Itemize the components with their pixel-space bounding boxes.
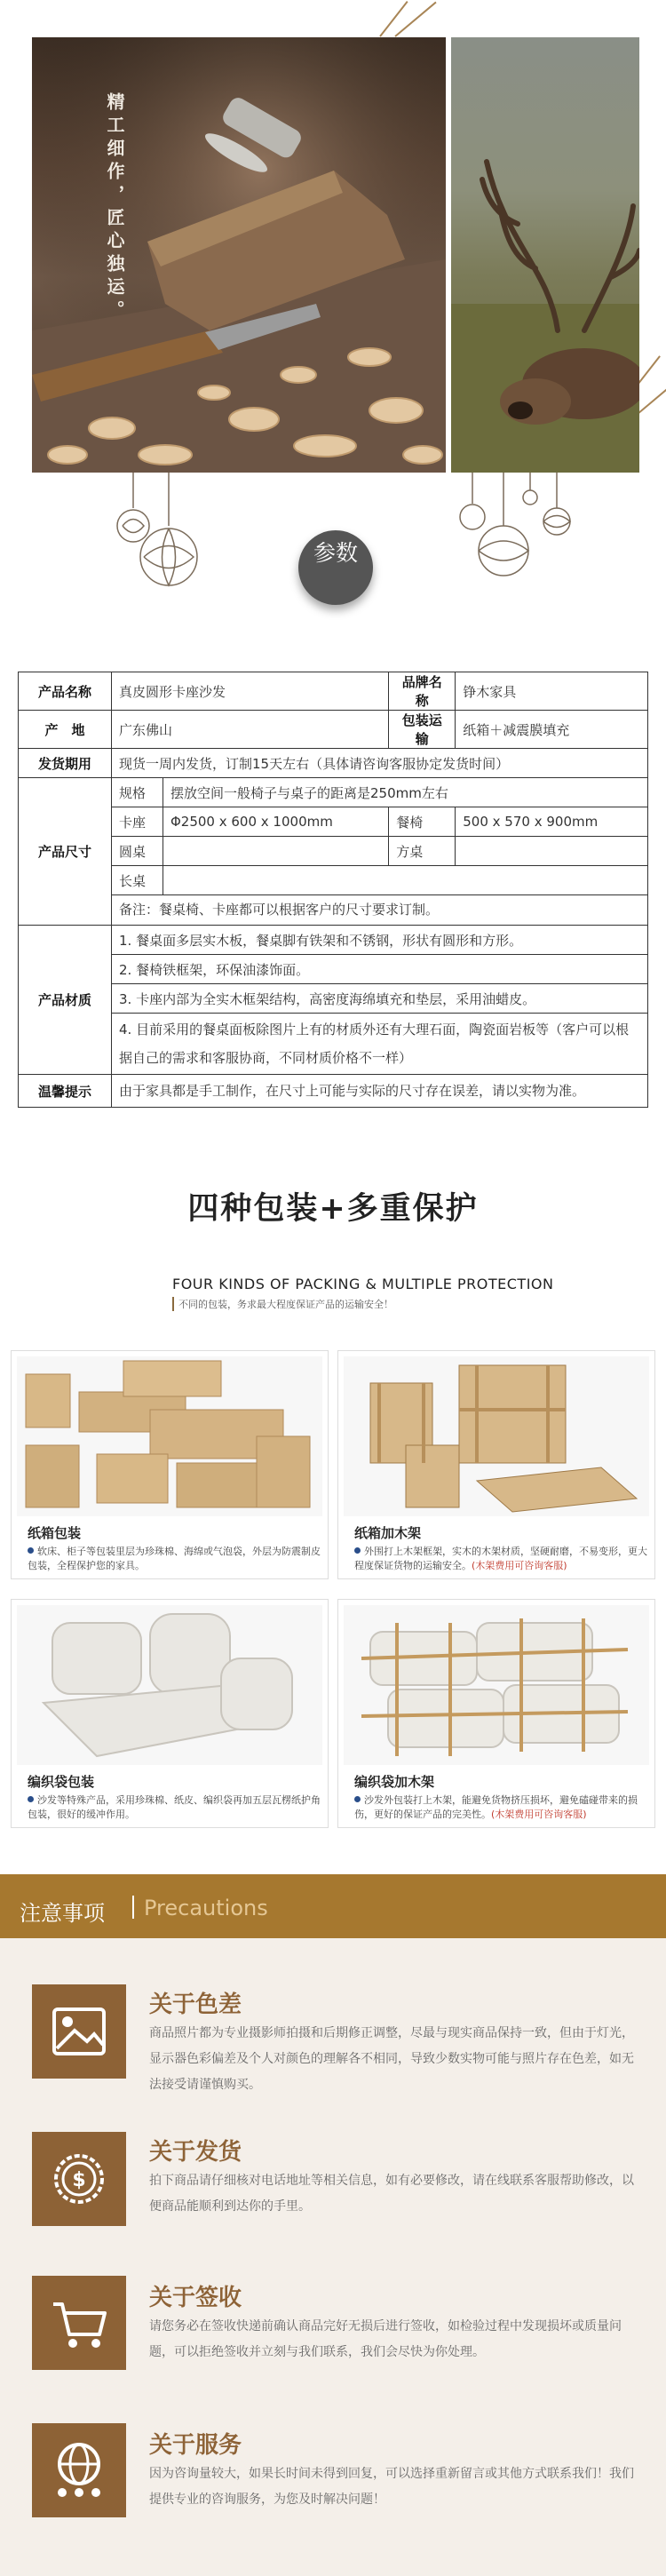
ornament-left bbox=[115, 473, 222, 615]
woodworking-photo bbox=[32, 37, 446, 473]
table-row bbox=[19, 866, 648, 895]
ornament-right bbox=[455, 473, 588, 606]
svg-text:$: $ bbox=[72, 2169, 86, 2191]
label-long-table: 长桌 bbox=[112, 866, 163, 895]
precaution-title: 关于服务 bbox=[149, 2432, 242, 2459]
pack-name: 纸箱加木架 bbox=[354, 1525, 422, 1541]
precaution-title: 关于发货 bbox=[149, 2139, 242, 2166]
params-badge: 参数 bbox=[298, 530, 373, 605]
carton-photo bbox=[17, 1356, 322, 1516]
service-icon bbox=[32, 2423, 126, 2517]
precaution-text: 因为咨询量较大，如果长时间未得到回复，可以选择重新留言或其他方式联系我们！我们提供专业的咨询服务，为您及时解决问题！ bbox=[149, 2467, 634, 2507]
value-tips: 由于家具都是手工制作，在尺寸上可能与实际的尺寸存在误差，请以实物为准。 bbox=[112, 1075, 648, 1108]
table-row bbox=[19, 1014, 648, 1075]
material-item: 2. 餐椅铁框架，环保油漆饰面。 bbox=[112, 955, 648, 984]
packing-subtitle-cn: 不同的包装，务求最大程度保证产品的运输安全！ bbox=[172, 1297, 393, 1311]
pack-note: (木架费用可咨询客服) bbox=[472, 1560, 567, 1571]
precaution-text: 请您务必在签收快递前确认商品完好无损后进行签收，如检验过程中发现损坏或质量问题，可以拒绝签收并立刻与我们联系，我们会尽快为你处理。 bbox=[149, 2319, 622, 2359]
bullet-dot bbox=[28, 1547, 34, 1554]
value-square-table bbox=[456, 837, 648, 866]
bullet-dot bbox=[28, 1796, 34, 1802]
pack-card-woven-bag-wood bbox=[337, 1599, 655, 1828]
pack-name: 纸箱包装 bbox=[28, 1525, 82, 1541]
label-size: 产品尺寸 bbox=[19, 778, 112, 926]
deer-photo bbox=[451, 37, 639, 473]
packing-subtitle-en: FOUR KINDS OF PACKING & MULTIPLE PROTECTION bbox=[172, 1276, 554, 1292]
hero-section bbox=[0, 0, 666, 648]
pack-desc-text: 软床、柜子等包装里层为珍珠棉、海绵或气泡袋，外层为防震制皮包装，全程保护您的家具。 bbox=[28, 1546, 321, 1571]
table-row bbox=[19, 926, 648, 955]
pack-card-carton bbox=[11, 1350, 329, 1579]
bullet-dot bbox=[354, 1547, 361, 1554]
pack-desc bbox=[354, 1793, 647, 1822]
precautions-header bbox=[0, 1874, 666, 1938]
value-round-table bbox=[163, 837, 389, 866]
pack-desc bbox=[28, 1545, 321, 1573]
hero-slogan: 精工细作，匠心独运。 bbox=[104, 92, 125, 323]
bullet-dot bbox=[354, 1796, 361, 1802]
table-row bbox=[19, 984, 648, 1014]
table-row bbox=[19, 711, 648, 749]
precaution-text: 拍下商品请仔细核对电话地址等相关信息，如有必要修改，请在线联系客服帮助修改，以便商品能顺利到达你的手里。 bbox=[149, 2174, 634, 2214]
wood-frame-photo bbox=[344, 1356, 649, 1516]
corner-line bbox=[379, 1, 408, 37]
precautions-title-cn: 注意事项 bbox=[20, 1901, 105, 1926]
label-shipping: 发货期用 bbox=[19, 749, 112, 778]
divider bbox=[132, 1896, 134, 1919]
value-chair: 500 x 570 x 900mm bbox=[456, 807, 648, 837]
precautions-title-en: Precautions bbox=[144, 1896, 268, 1920]
precautions-body bbox=[0, 1938, 666, 2576]
woven-bag-photo bbox=[17, 1605, 322, 1765]
label-packaging: 包装运输 bbox=[389, 711, 456, 749]
pack-name: 编织袋加木架 bbox=[354, 1774, 435, 1790]
material-item: 3. 卡座内部为全实木框架结构，高密度海绵填充和垫层，采用油蜡皮。 bbox=[112, 984, 648, 1014]
label-spec: 规格 bbox=[112, 778, 163, 807]
dollar-icon bbox=[32, 2132, 126, 2226]
precaution-text: 商品照片都为专业摄影师拍摄和后期修正调整，尽最与现实商品保持一致，但由于灯光，显示器色彩偏差及个人对颜色的理解各不相同，导致少数实物可能与照片存在色差，如无法接受请谨慎购买。 bbox=[149, 2026, 634, 2092]
pack-desc bbox=[354, 1545, 647, 1573]
material-item: 1. 餐桌面多层实木板，餐桌脚有铁架和不锈钢，形状有圆形和方形。 bbox=[112, 926, 648, 955]
pack-name: 编织袋包装 bbox=[28, 1774, 95, 1790]
pack-card-woven-bag bbox=[11, 1599, 329, 1828]
label-material: 产品材质 bbox=[19, 926, 112, 1075]
value-spec: 摆放空间一般椅子与桌子的距离是250mm左右 bbox=[163, 778, 648, 807]
size-note: 备注：餐桌椅、卡座都可以根据客户的尺寸要求订制。 bbox=[112, 895, 648, 926]
table-row bbox=[19, 895, 648, 926]
pack-desc bbox=[28, 1793, 321, 1822]
label-tips: 温馨提示 bbox=[19, 1075, 112, 1108]
value-packaging: 纸箱＋减震膜填充 bbox=[456, 711, 648, 749]
table-row bbox=[19, 749, 648, 778]
pack-desc-text: 沙发外包装打上木架，能避免货物挤压损坏，避免磕碰带来的损伤，更好的保证产品的完美性。 bbox=[354, 1794, 638, 1820]
woven-bag-wood-photo bbox=[344, 1605, 649, 1765]
label-round-table: 圆桌 bbox=[112, 837, 163, 866]
image-icon bbox=[32, 1984, 126, 2079]
packing-title: 四种包装+多重保护 bbox=[187, 1191, 479, 1227]
label-origin: 产 地 bbox=[19, 711, 112, 749]
value-origin: 广东佛山 bbox=[112, 711, 389, 749]
cart-icon bbox=[32, 2276, 126, 2370]
value-brand-name: 铮木家具 bbox=[456, 672, 648, 711]
value-shipping: 现货一周内发货，订制15天左右（具体请咨询客服协定发货时间） bbox=[112, 749, 648, 778]
pack-note: (木架费用可咨询客服) bbox=[491, 1809, 587, 1820]
value-product-name: 真皮圆形卡座沙发 bbox=[112, 672, 389, 711]
table-row bbox=[19, 837, 648, 866]
label-product-name: 产品名称 bbox=[19, 672, 112, 711]
pack-card-wood-frame bbox=[337, 1350, 655, 1579]
value-long-table bbox=[163, 866, 648, 895]
table-row bbox=[19, 807, 648, 837]
spec-table bbox=[18, 672, 648, 1108]
table-row bbox=[19, 955, 648, 984]
label-brand-name: 品牌名称 bbox=[389, 672, 456, 711]
label-booth: 卡座 bbox=[112, 807, 163, 837]
precaution-title: 关于色差 bbox=[149, 1992, 242, 2018]
value-booth: Φ2500 x 600 x 1000mm bbox=[163, 807, 389, 837]
material-item: 4. 目前采用的餐桌面板除图片上有的材质外还有大理石面，陶瓷面岩板等（客户可以根据自己的需求和客服协商，不同材质价格不一样） bbox=[112, 1014, 648, 1075]
table-row bbox=[19, 778, 648, 807]
label-chair: 餐椅 bbox=[389, 807, 456, 837]
pack-desc-text: 沙发等特殊产品，采用珍珠棉、纸皮、编织袋再加五层瓦楞纸护角包装，很好的缓冲作用。 bbox=[28, 1794, 321, 1820]
table-row bbox=[19, 1075, 648, 1108]
precaution-title: 关于签收 bbox=[149, 2285, 242, 2311]
label-square-table: 方桌 bbox=[389, 837, 456, 866]
table-row bbox=[19, 672, 648, 711]
pack-desc-text: 外围打上木架框架，实木的木架材质，坚硬耐磨，不易变形，更大程度保证货物的运输安全。 bbox=[354, 1546, 647, 1571]
